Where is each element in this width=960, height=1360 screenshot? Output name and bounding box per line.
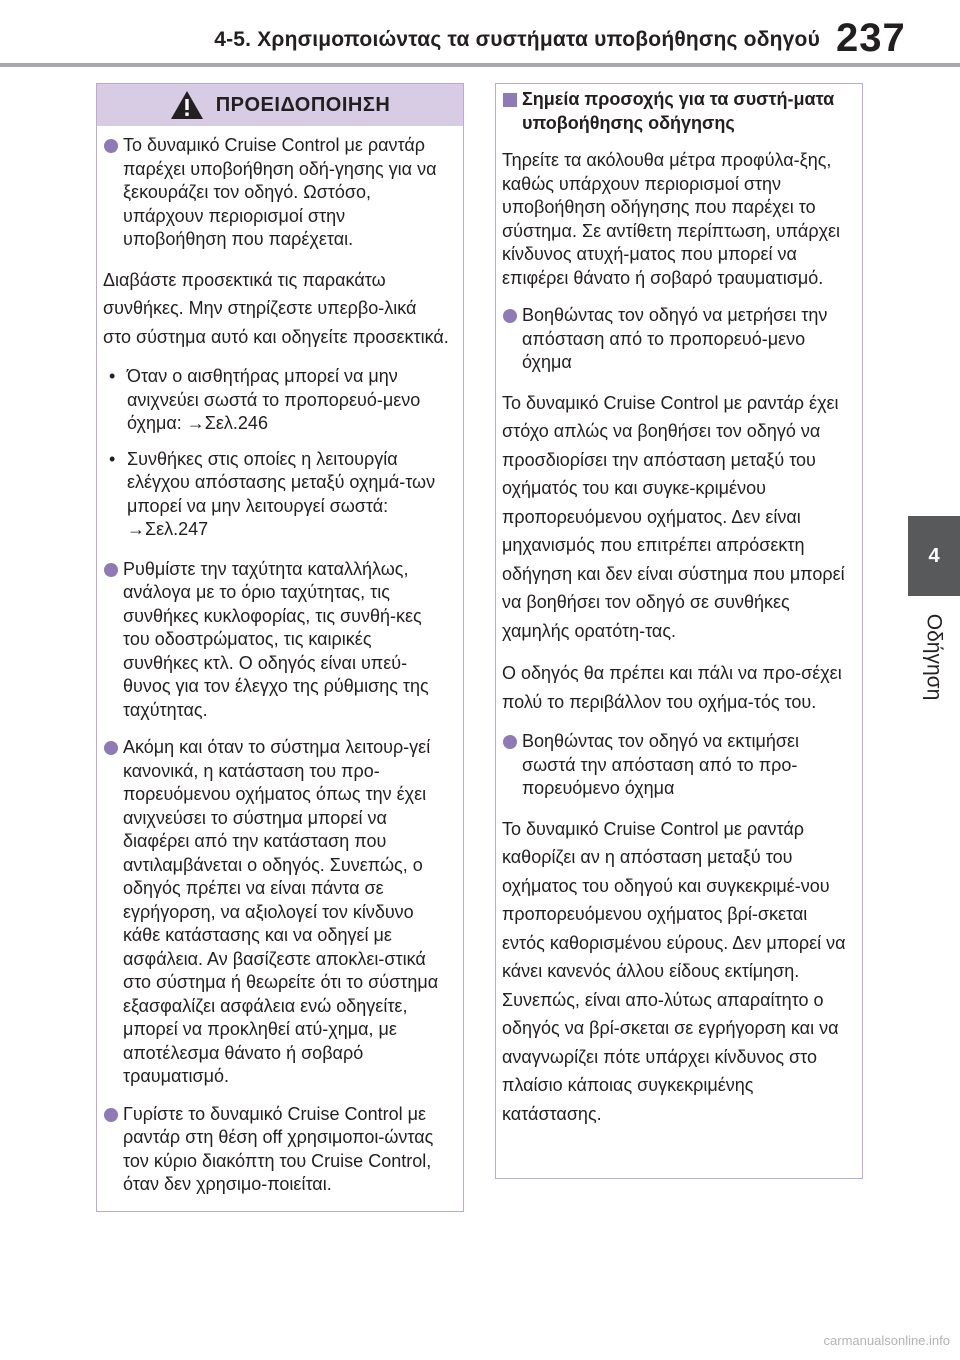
notes-bullet-text: Βοηθώντας τον οδηγό να εκτιμήσει σωστά την απόσταση από το προ-πορευόμενο όχημα [522,731,800,798]
warning-bullet-text: Ρυθμίστε την ταχύτητα καταλλήλως, ανάλογα με το όριο ταχύτητας, τις συνθήκες κυκλοφορίας, τις συνθή-κες του οδοστρώματος, τις καιρικές συνθήκες κτλ. Ο οδηγός είναι υπεύ-θυνος για τον έλεγχο της ρύθμισης της ταχύτητας. [123,558,429,720]
warning-paragraph: Διαβάστε προσεκτικά τις παρακάτω συνθήκες. Μην στηρίζεστε υπερβο-λικά στο σύστημα αυτό και οδηγείτε προσεκτικά. [103,269,449,347]
section-title: 4-5. Χρησιμοποιώντας τα συστήματα υποβοήθησης οδηγού [214,28,820,51]
notes-bullet-text: Βοηθώντας τον οδηγό να μετρήσει την απόσταση από το προπορευό-μενο όχημα [522,305,828,372]
notes-paragraph: Το δυναμικό Cruise Control με ραντάρ έχει στόχο απλώς να βοηθήσει τον οδηγό να προσδιορίσει την απόσταση μεταξύ του οχήματός του και συγκε-κριμένου προπορευόμενου οχήματος. Δεν είναι μηχανισμός που επιτρέπει απρόσεκτη οδήγηση και δεν είναι σύστημα που μπορεί να βοηθήσει τον οδηγό σε συνθήκες χαμηλής ορατότη-τας. [502,392,845,641]
footer-watermark: carmanualsonline.info [823,1333,950,1348]
header-rule [0,63,960,67]
warning-bullet [103,736,449,1089]
chapter-tab[interactable] [908,516,960,596]
notes-heading-text: Σημεία προσοχής για τα συστή-ματα υποβοήθησης οδήγησης [522,89,835,133]
bullet-dot-icon [104,563,118,577]
dash-bullet-icon: • [109,448,116,469]
notes-heading [502,88,848,135]
notes-paragraph: Ο οδηγός θα πρέπει και πάλι να προ-σέχει πολύ το περιβάλλον του οχήμα-τός του. [502,663,842,712]
warning-bullet-text: Γυρίστε το δυναμικό Cruise Control με ραντάρ στη θέση off χρησιμοποι-ώντας τον κύριο διακόπτη του Cruise Control, όταν δεν χρησιμο-ποιείται. [123,1103,434,1194]
chapter-label-text: Οδήγηση [922,613,945,701]
warning-sub-item-text: Όταν ο αισθητήρας μπορεί να μην ανιχνεύει σωστά το προπορευό-μενο όχημα: →Σελ.246 [127,366,421,433]
bullet-dot-icon [104,741,118,755]
bullet-dot-icon [104,1108,118,1122]
bullet-dot-icon [503,309,517,323]
warning-bullet-text: Το δυναμικό Cruise Control με ραντάρ παρέχει υποβοήθηση οδή-γησης για να ξεκουράζει τον οδηγό. Ωστόσο, υπάρχουν περιορισμοί στην υποβοήθηση που παρέχεται. [123,135,437,249]
warning-bullet [103,1103,449,1197]
warning-sub-item [103,448,449,542]
bullet-dot-icon [104,139,118,153]
dash-bullet-icon: • [109,366,116,386]
warning-box [96,83,464,1212]
warning-bullet [103,558,449,723]
warning-body [97,126,463,1197]
notes-bullet [502,304,848,375]
chapter-number: 4 [928,544,940,567]
notes-paragraph: Το δυναμικό Cruise Control με ραντάρ καθορίζει αν η απόσταση μεταξύ του οχήματος του οδηγού και συγκεκριμέ-νου προπορευόμενου οχήματος βρί-σκεται εντός καθορισμένου εύρους. Δεν μπορεί να κάνει κανενός άλλου είδους εκτίμηση. Συνεπώς, είναι απο-λύτως απαραίτητο ο οδηγός να βρί-σκεται σε εγρήγορση και να αναγνωρίζει πότε υπάρχει κίνδυνος στο πλαίσιο κάποιας συγκεκριμένης κατάστασης. [502,818,846,1124]
warning-bullet-text: Ακόμη και όταν το σύστημα λειτουρ-γεί κανονικά, η κατάσταση του προ-πορευόμενου οχήματος όπως την έχει ανιχνεύσει το σύστημα μπορεί να διαφέρει από την κατάσταση που αντιλαμβάνεται ο οδηγός. Συνεπώς, ο οδηγός πρέπει να είναι πάντα σε εγρήγορση, να αξιολογεί τον κίνδυνο κάθε κατάστασης και να οδηγεί με ασφάλεια. Αν βασίζεστε αποκλει-στικά στο σύστημα ή θεωρείτε ότι το σύστημα εξασφαλίζει ασφάλεια ενώ οδηγείτε, μπορεί να προκληθεί ατύ-χημα, με αποτέλεσμα θάνατο ή σοβαρό τραυματισμό. [123,737,439,1086]
warning-bullet [103,134,449,252]
bullet-dot-icon [503,735,517,749]
notes-bullet [502,730,848,801]
warning-sub-item [103,365,449,436]
warning-triangle-icon [170,90,204,120]
warning-header [97,84,463,126]
warning-title: ΠΡΟΕΙΔΟΠΟΙΗΣΗ [215,93,391,116]
notes-body [496,84,862,1128]
page-number: 237 [836,16,906,60]
notes-intro: Τηρείτε τα ακόλουθα μέτρα προφύλα-ξης, καθώς υπάρχουν περιορισμοί στην υποβοήθηση οδήγησης που παρέχει το σύστημα. Σε αντίθετη περίπτωση, υπάρχει κίνδυνος ατυχή-ματος που μπορεί να επιφέρει θάνατο ή σοβαρό τραυματισμό. [502,150,841,288]
notes-box [495,83,863,1179]
warning-sub-item-text: Συνθήκες στις οποίες η λειτουργία ελέγχου απόστασης μεταξύ οχημά-των μπορεί να μην λειτουργεί σωστά: →Σελ.247 [127,448,436,539]
chapter-label [906,602,960,712]
square-bullet-icon [503,93,517,107]
